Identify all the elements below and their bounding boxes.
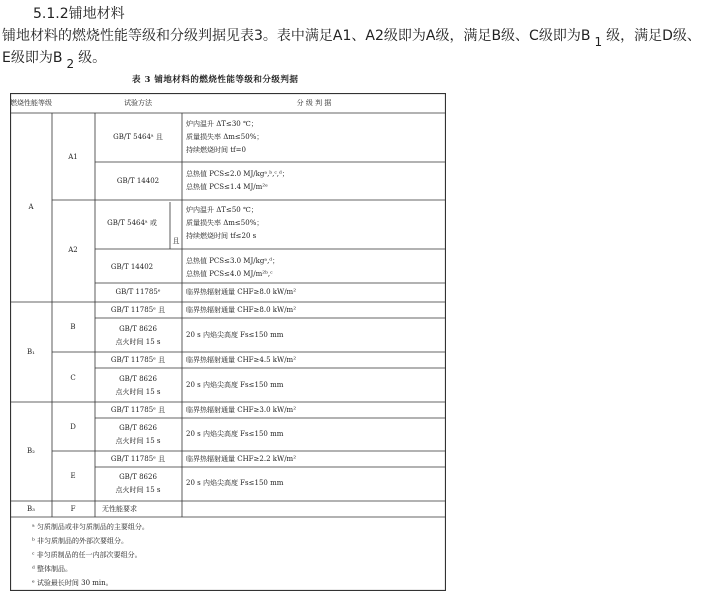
method-d-gb11785: GB/T 11785ᵉ 且	[110, 406, 166, 414]
criteria-a1-pcs2: 总热值 PCS≤1.4 MJ/m²ᵉ	[186, 183, 268, 191]
paragraph-text-1: 铺地材料的燃烧性能等级和分级判据见表3。表中满足A1、A2级即为A级，满足B级、C级即为B	[2, 28, 591, 44]
paragraph-subscript-1: 1	[594, 35, 603, 49]
subclass-a2: A2	[68, 246, 78, 254]
footnote-d: ᵈ 整体制品。	[32, 565, 73, 573]
paragraph-subscript-2: 2	[66, 57, 75, 71]
footnote-b: ᵇ 非匀质制品的外部次要组分。	[32, 537, 129, 545]
subclass-a1: A1	[68, 153, 78, 161]
intro-paragraph	[2, 25, 706, 69]
method-e-gb11785: GB/T 11785ᵉ 且	[110, 455, 166, 463]
method-d-gb8626: GB/T 8626	[119, 424, 157, 432]
footnote-e: ᵉ 试验最长时间 30 min。	[32, 579, 113, 587]
method-c-gb11785: GB/T 11785ᵉ 且	[110, 356, 166, 364]
paragraph-text-3: 级。	[78, 50, 107, 66]
criteria-c-fs: 20 s 内焰尖高度 Fs≤150 mm	[186, 381, 284, 389]
method-b-ignite: 点火时间 15 s	[115, 338, 161, 346]
footnote-a: ᵃ 匀质制品或非匀质制品的主要组分。	[32, 523, 149, 531]
paragraph-text-2: 级，满足D级、E级即为B	[2, 28, 701, 66]
method-c-ignite: 点火时间 15 s	[115, 388, 161, 396]
method-e-ignite: 点火时间 15 s	[115, 486, 161, 494]
grade-b2: B₂	[27, 447, 35, 455]
method-a2-gb14402: GB/T 14402	[110, 263, 154, 271]
footnote-c: ᶜ 非匀质制品的任一内部次要组分。	[32, 551, 142, 559]
criteria-d-chf: 临界热辐射通量 CHF≥3.0 kW/m²	[186, 406, 297, 414]
header-method: 试验方法	[124, 99, 152, 107]
method-a2-gb5464: GB/T 5464ᵃ 或	[107, 219, 157, 227]
grade-b1: B₁	[27, 348, 35, 356]
criteria-a1-temp: 炉内温升 ΔT≤30 ℃；	[186, 120, 258, 128]
criteria-a2-pcs1: 总热值 PCS≤3.0 MJ/kgᵃ,ᵈ；	[186, 257, 280, 265]
subclass-b: B	[70, 323, 76, 331]
criteria-b-fs: 20 s 内焰尖高度 Fs≤150 mm	[186, 331, 284, 339]
criteria-e-fs: 20 s 内焰尖高度 Fs≤150 mm	[186, 479, 284, 487]
subclass-d: D	[70, 423, 76, 431]
criteria-a2-time: 持续燃烧时间 tf≤20 s	[186, 232, 257, 240]
method-b-gb8626: GB/T 8626	[119, 325, 157, 333]
method-a2-gb11785: GB/T 11785ᵉ	[115, 288, 161, 296]
criteria-b-chf: 临界热辐射通量 CHF≥8.0 kW/m²	[186, 306, 297, 314]
criteria-f-none: 无性能要求	[102, 505, 137, 513]
criteria-c-chf: 临界热辐射通量 CHF≥4.5 kW/m²	[186, 356, 297, 364]
grade-b3: B₃	[27, 505, 35, 513]
method-a2-and: 且	[172, 237, 180, 245]
header-criteria: 分 级 判 据	[296, 99, 332, 107]
method-d-ignite: 点火时间 15 s	[115, 437, 161, 445]
criteria-a2-pcs2: 总热值 PCS≤4.0 MJ/m²ᵇ,ᶜ	[186, 270, 273, 278]
table-caption: 表 3 铺地材料的燃烧性能等级和分级判据	[132, 75, 299, 85]
criteria-a1-time: 持续燃烧时间 tf=0	[186, 146, 246, 154]
header-grade: 燃烧性能等级	[10, 99, 52, 107]
fire-rating-table	[10, 93, 446, 591]
subclass-e: E	[70, 472, 76, 480]
criteria-a1-pcs1: 总热值 PCS≤2.0 MJ/kgᵃ,ᵇ,ᶜ,ᵈ；	[186, 170, 289, 178]
criteria-a2-mass: 质量损失率 Δm≤50%；	[186, 219, 264, 227]
section-heading: 5.1.2铺地材料	[33, 6, 125, 22]
criteria-a2-chf: 临界热辐射通量 CHF≥8.0 kW/m²	[186, 288, 297, 296]
criteria-e-chf: 临界热辐射通量 CHF≥2.2 kW/m²	[186, 455, 297, 463]
method-a1-gb5464: GB/T 5464ᵃ 且	[113, 133, 163, 141]
subclass-f: F	[70, 505, 76, 513]
grade-a: A	[28, 203, 34, 211]
method-e-gb8626: GB/T 8626	[119, 473, 157, 481]
criteria-d-fs: 20 s 内焰尖高度 Fs≤150 mm	[186, 430, 284, 438]
criteria-a1-mass: 质量损失率 Δm≤50%；	[186, 133, 264, 141]
method-a1-gb14402: GB/T 14402	[116, 177, 160, 185]
criteria-a2-temp: 炉内温升 ΔT≤50 ℃；	[186, 206, 258, 214]
table-grid-lines	[10, 93, 446, 591]
subclass-c: C	[70, 374, 76, 382]
method-b-gb11785: GB/T 11785ᵉ 且	[110, 306, 166, 314]
method-c-gb8626: GB/T 8626	[119, 375, 157, 383]
